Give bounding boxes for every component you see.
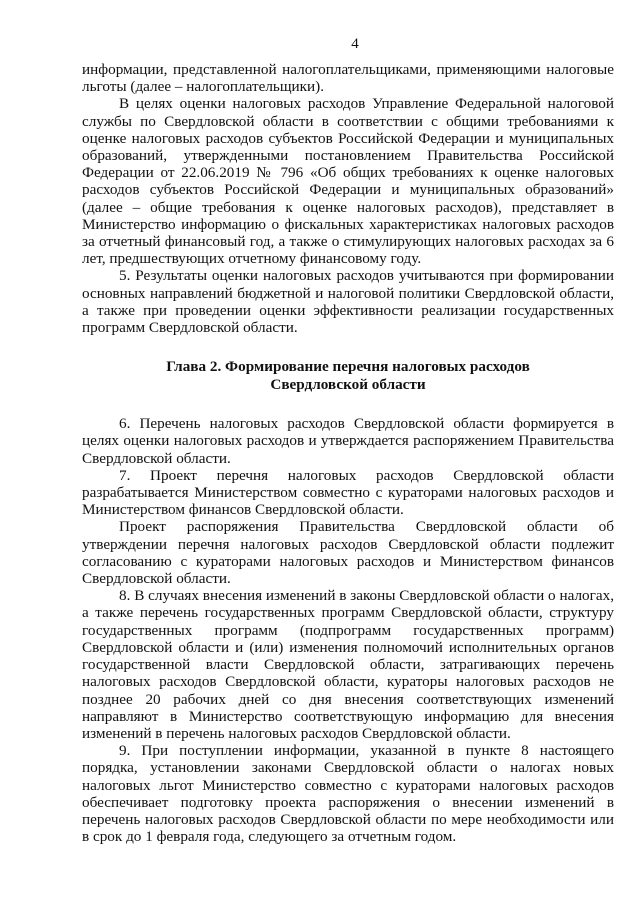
paragraph-item-8: 8. В случаях внесения изменений в законы Свердловской области о налогах, а также перечень государственных программ Свердловской области, структуру государственных программ (подпрограмм государственных программ) Свердловской области и (или) изменения полномочий исполнительных органов государственной власти Свердловской области, затрагивающих перечень налоговых расходов Свердловской области, кураторы налоговых расходов не позднее 20 рабочих дней со дня внесения соответствующих изменений направляют в Министерство соответствующую информацию для внесения изменений в перечень налоговых расходов Свердловской области. — [82, 587, 614, 742]
paragraph-draft-order-approval: Проект распоряжения Правительства Свердловской области об утверждении перечня налоговых расходов Свердловской области подлежит согласованию с кураторами налоговых расходов и Министерством финансов Свердловской области. — [82, 518, 614, 588]
chapter-heading — [82, 358, 614, 393]
paragraph-item-7: 7. Проект перечня налоговых расходов Свердловской области разрабатывается Министерством совместно с кураторами налоговых расходов и Министерством финансов Свердловской области. — [82, 466, 614, 519]
paragraph-item-9: 9. При поступлении информации, указанной в пункте 8 настоящего порядка, установлении законами Свердловской области о налогах новых налоговых льгот Министерство совместно с кураторами налоговых расходов обеспечивает подготовку проекта распоряжения о внесении изменений в перечень налоговых расходов Свердловской области по мере необходимости или в срок до 1 февраля года, следующего за отчетным годом. — [82, 742, 614, 846]
chapter-heading-line-2: Свердловской области — [270, 375, 426, 393]
paragraph-tax-service-assessment: В целях оценки налоговых расходов Управление Федеральной налоговой службы по Свердловской области в соответствии с общими требованиями к оценке налоговых расходов субъектов Российской Федерации и муниципальных образований, утвержденными постановлением Правительства Российской Федерации от 22.06.2019 № 796 «Об общих требованиях к оценке налоговых расходов субъектов Российской Федерации и муниципальных образований» (далее – общие требования к оценке налоговых расходов), представляет в Министерство информацию о фискальных характеристиках налоговых расходов за отчетный финансовый год, а также о стимулирующих налоговых расходах за 6 лет, предшествующих отчетному финансовому году. — [82, 95, 614, 268]
document-page — [82, 36, 614, 845]
paragraph-continuation: информации, представленной налогоплательщиками, применяющими налоговые льготы (далее – налогоплательщики). — [82, 61, 614, 96]
page-number: 4 — [351, 36, 359, 52]
paragraph-item-5: 5. Результаты оценки налоговых расходов учитываются при формировании основных направлений бюджетной и налоговой политики Свердловской области, а также при проведении оценки эффективности реализации государственных программ Свердловской области. — [82, 267, 614, 337]
paragraph-item-6: 6. Перечень налоговых расходов Свердловской области формируется в целях оценки налоговых расходов и утверждается распоряжением Правительства Свердловской области. — [82, 415, 614, 467]
chapter-heading-line-1: Глава 2. Формирование перечня налоговых расходов — [166, 358, 530, 376]
